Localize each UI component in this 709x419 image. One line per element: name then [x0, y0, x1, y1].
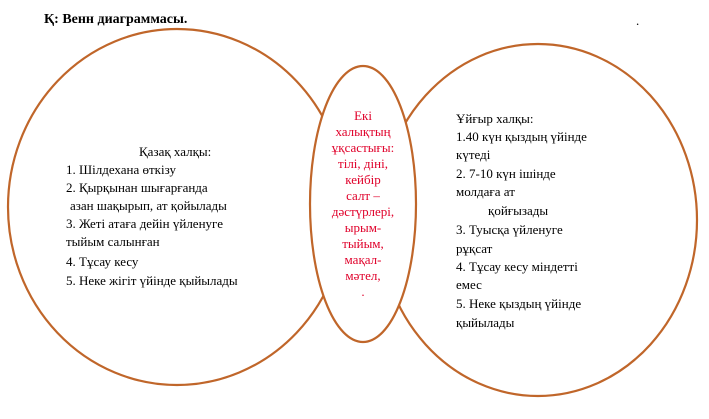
right-circle-uyghur — [379, 44, 697, 396]
right-circle-line: қойғызады — [488, 203, 549, 218]
page-heading: Қ: Венн диаграммасы. — [44, 12, 188, 27]
middle-text-line: ырым- — [344, 220, 382, 235]
left-circle-line: 2. Қырқынан шығарғанда — [66, 180, 208, 195]
right-circle-line: қыйылады — [456, 315, 515, 330]
middle-text-line: тыйым, — [342, 236, 384, 251]
left-circle-line: тыйым салынған — [66, 234, 160, 249]
right-circle-line: рұқсат — [456, 241, 493, 256]
right-circle-line: емес — [456, 277, 482, 292]
middle-text-line: Екі — [354, 108, 372, 123]
middle-text-line: мақал- — [344, 252, 382, 267]
left-circle-line: 1. Шілдехана өткізу — [66, 162, 176, 177]
corner-mark: . — [636, 13, 640, 28]
right-circle-title: Ұйғыр халқы: — [456, 111, 534, 126]
left-circle-title: Қазақ халқы: — [139, 144, 212, 159]
middle-text-line: кейбір — [345, 172, 381, 187]
middle-text-line: . — [361, 284, 365, 299]
right-circle-line: 4. Тұсау кесу міндетті — [456, 259, 578, 274]
right-circle-line: күтеді — [456, 147, 491, 162]
middle-text-line: халықтың — [335, 124, 391, 139]
middle-text-line: ұқсастығы: — [331, 140, 395, 155]
left-circle-line: азан шақырып, ат қойылады — [70, 198, 227, 213]
left-circle-line: 3. Жеті атаға дейін үйленуге — [66, 216, 223, 231]
left-circle-line: 4. Тұсау кесу — [66, 254, 139, 269]
right-circle-line: 5. Неке қыздың үйінде — [456, 296, 582, 311]
right-circle-line: 3. Туысқа үйленуге — [456, 222, 563, 237]
right-circle-line: 1.40 күн қыздың үйінде — [456, 129, 587, 144]
left-circle-line: 5. Неке жігіт үйінде қыйылады — [66, 273, 238, 288]
middle-text-line: мәтел, — [345, 268, 381, 283]
middle-text-line: тілі, діні, — [338, 156, 388, 171]
right-circle-line: 2. 7-10 күн ішінде — [456, 166, 556, 181]
middle-text-line: салт – — [346, 188, 380, 203]
middle-text-line: дәстүрлері, — [331, 204, 395, 219]
right-circle-line: молдаға ат — [456, 184, 515, 199]
